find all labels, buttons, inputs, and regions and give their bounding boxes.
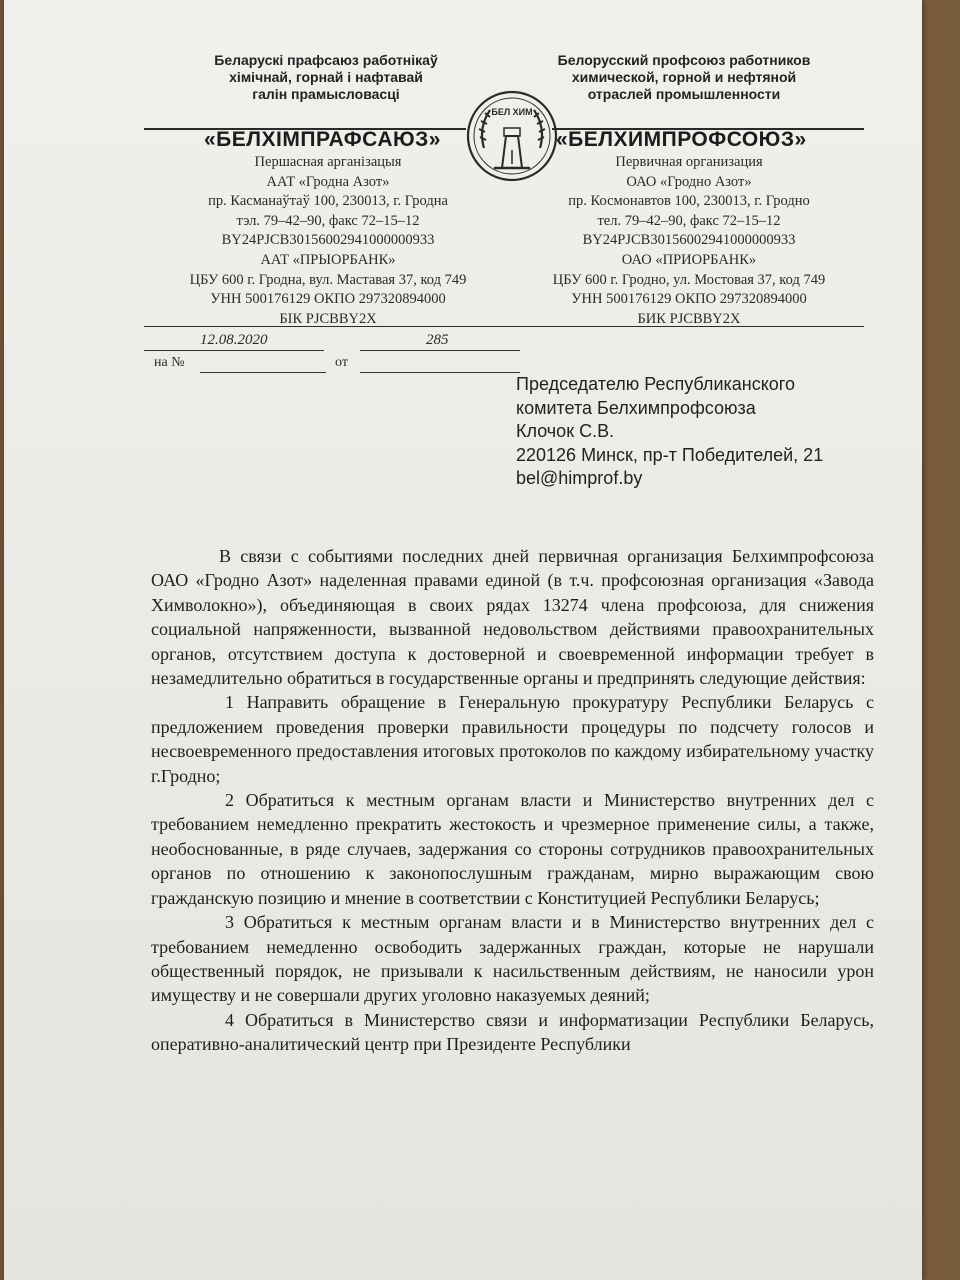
reference-number-label: на № (154, 355, 185, 370)
header-line: химической, горной и нефтяной (571, 69, 797, 85)
addressee-block (516, 373, 896, 491)
reference-date-label: от (335, 355, 348, 370)
requisite-line: ЦБУ 600 г. Гродно, ул. Мостовая 37, код 749 (552, 271, 826, 288)
requisite-line: тэл. 79–42–90, факс 72–15–12 (236, 212, 420, 229)
requisite-line: ОАО «Гродно Азот» (626, 173, 752, 190)
letter-body (151, 544, 874, 1057)
requisites-belarusian (156, 153, 500, 329)
header-line: отраслей промышленности (587, 86, 781, 102)
requisite-line: ОАО «ПРИОРБАНК» (621, 251, 757, 268)
requisite-line: ЦБУ 600 г. Гродна, вул. Маставая 37, код 749 (189, 271, 467, 288)
requisite-line: BY24PJCB30156002941000000933 (221, 232, 435, 249)
requisite-line: БИК PJCBBY2X (637, 310, 741, 327)
requisite-line: пр. Касманаўтаў 100, 230013, г. Гродна (208, 193, 448, 210)
addressee-line: комитета Белхимпрофсоюза (516, 397, 756, 418)
header-bottom-rule (144, 326, 864, 327)
header-line: хімічнай, горнай і нафтавай (229, 69, 423, 85)
outgoing-number: 285 (426, 332, 449, 348)
demand-point-4: 4 Обратиться в Министерство связи и информатизации Республики Беларусь, оперативно-аналитический центр при Президенте Республики (151, 1009, 874, 1055)
demand-point-1: 1 Направить обращение в Генеральную прокуратуру Республики Беларусь с предложением проведения проверки правильности процедуры по подсчету голосов и несвоевременного предоставления итоговых протоколов по каждому избирательному участку г.Гродно; (151, 692, 874, 786)
addressee-email: bel@himprof.by (516, 468, 643, 489)
outgoing-date: 12.08.2020 (200, 332, 268, 348)
requisite-line: ААТ «Гродна Азот» (266, 173, 390, 190)
header-line: Белорусский профсоюз работников (557, 52, 811, 68)
letter-page (4, 0, 922, 1280)
addressee-line: 220126 Минск, пр-т Победителей, 21 (516, 444, 824, 465)
date-underline (144, 350, 324, 351)
demand-point-2: 2 Обратиться к местным органам власти и Министерство внутренних дел с требованием немедленно прекратить жестокость и чрезмерное применение силы, а также, необоснованные, в ряде случаев, задержания со стороны сотрудников правоохранительных органов по отношению к законопослушным гражданам, мирно выражающим свою гражданскую позицию и мнение в соответствии с Конституцией Республики Беларусь; (151, 790, 874, 908)
requisite-line: тел. 79–42–90, факс 72–15–12 (597, 212, 781, 229)
emblem-lettering: БЕЛ ХИМ (491, 107, 533, 117)
requisite-line: Першасная арганізацыя (254, 154, 402, 170)
requisite-line: БІК PJCBBY2X (279, 310, 377, 327)
requisite-line: УНН 500176129 ОКПО 297320894000 (210, 291, 446, 308)
number-underline (360, 350, 520, 351)
reference-date-underline (360, 372, 520, 373)
header-russian-union-name (524, 52, 844, 103)
requisite-line: Первичная организация (615, 154, 763, 170)
header-line: Беларускі прафсаюз работнікаў (214, 52, 438, 68)
demand-point-3: 3 Обратиться к местным органам власти и в Министерство внутренних дел с требованием немедленно освободить задержанных граждан, которые не нарушали общественный порядок, не призывали к насильственным действиям, не наносили урон имуществу и не совершали других уголовно наказуемых деяний; (151, 912, 874, 1006)
requisite-line: УНН 500176129 ОКПО 297320894000 (571, 291, 807, 308)
requisite-line: ААТ «ПРЫОРБАНК» (260, 251, 396, 268)
header-belarusian-union-name (176, 52, 476, 103)
requisite-line: пр. Космонавтов 100, 230013, г. Гродно (568, 193, 810, 210)
header-line: галін прамысловасці (252, 86, 400, 102)
addressee-line: Председателю Республиканского (516, 374, 795, 394)
addressee-line: Клочок С.В. (516, 421, 615, 442)
requisite-line: BY24PJCB30156002941000000933 (582, 232, 796, 249)
intro-paragraph: В связи с событиями последних дней первичная организация Белхимпрофсоюза ОАО «Гродно Азот» наделенная правами единой (в т.ч. профсоюзная организация «Завода Химволокно»), объединяющая в своих рядах 13274 члена профсоюза, для снижения социальной напряженности, вызванной недовольством действиями правоохранительных органов, отсутствием доступа к достоверной и своевременной информации требует в незамедлительно обратиться в государственные органы и предпринять следующие действия: (151, 546, 874, 689)
reference-number-underline (200, 372, 326, 373)
org-name-russian: «БЕЛХИМПРОФСОЮЗ» (556, 128, 807, 151)
requisites-russian (510, 153, 868, 329)
org-name-belarusian: «БЕЛХІМПРАФСАЮЗ» (204, 128, 441, 151)
